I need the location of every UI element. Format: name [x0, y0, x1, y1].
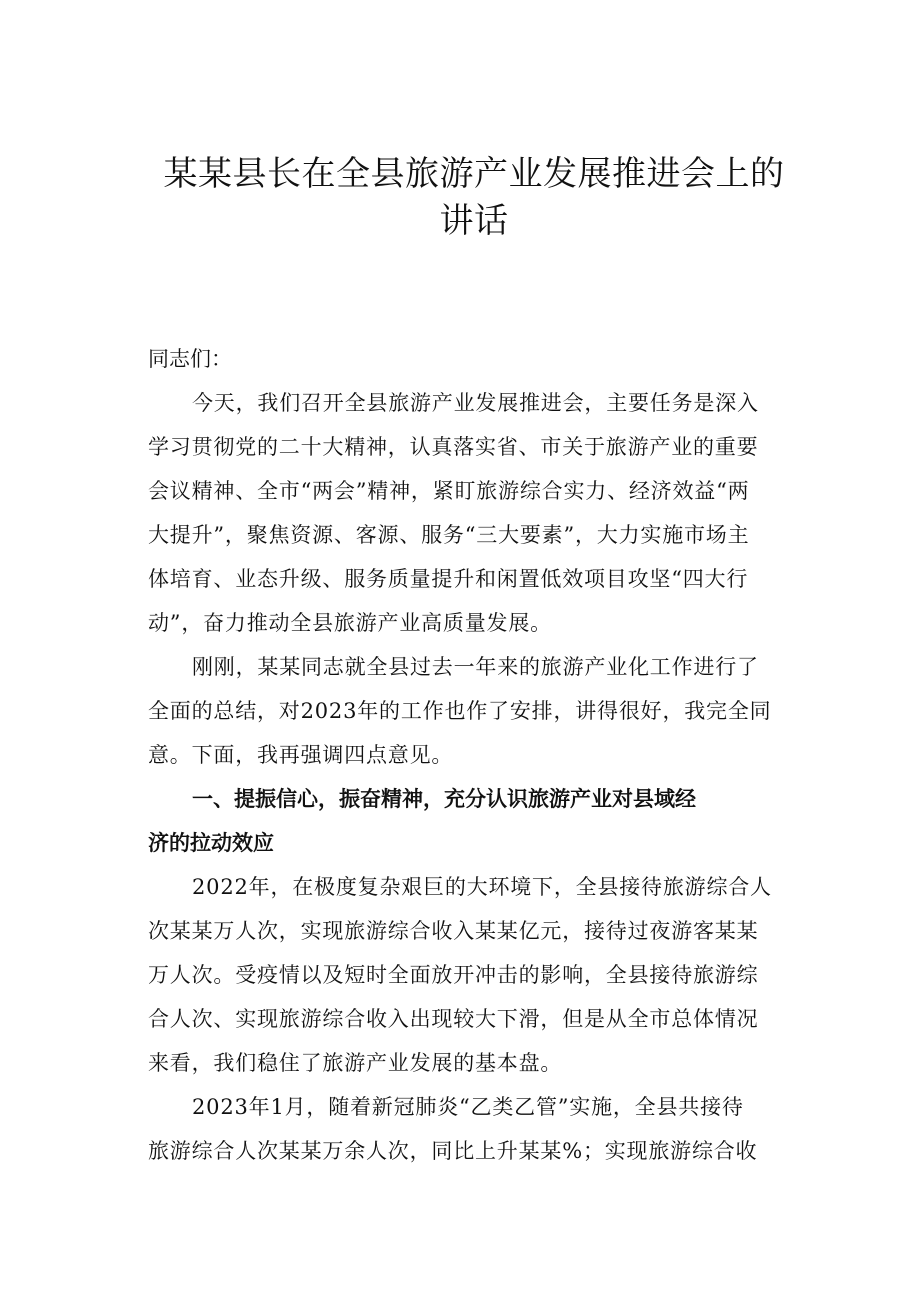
- text-line: 体培育、业态升级、服务质量提升和闲置低效项目攻坚“四大行: [148, 567, 749, 591]
- text-line: 刚刚，某某同志就全县过去一年来的旅游产业化工作进行了: [192, 655, 759, 679]
- text-line: 旅游综合人次某某万余人次，同比上升某某%；实现旅游综合收: [148, 1139, 758, 1163]
- text-line: 意。下面，我再强调四点意见。: [148, 743, 454, 767]
- document-body: [148, 151, 800, 1173]
- text-line: 大提升”，聚焦资源、客源、服务“三大要素”，大力实施市场主: [148, 523, 750, 547]
- text-line: 来看，我们稳住了旅游产业发展的基本盘。: [148, 1051, 563, 1075]
- text-line: 会议精神、全市“两会”精神，紧盯旅游综合实力、经济效益“两: [148, 479, 750, 503]
- section-heading-1: [148, 777, 800, 865]
- paragraph-2023-stats: [148, 1085, 800, 1173]
- text-line: 万人次。受疫情以及短时全面放开冲击的影响，全县接待旅游综: [148, 963, 759, 987]
- paragraph-opening: [148, 381, 800, 645]
- salutation: 同志们：: [148, 347, 232, 371]
- paragraph-2022-stats: [148, 865, 800, 1085]
- text-line: 学习贯彻党的二十大精神，认真落实省、市关于旅游产业的重要: [148, 435, 759, 459]
- text-line: 全面的总结，对2023年的工作也作了安排，讲得很好，我完全同: [148, 699, 772, 723]
- text-line: 合人次、实现旅游综合收入出现较大下滑，但是从全市总体情况: [148, 1007, 759, 1031]
- title-line: 讲话: [439, 201, 509, 241]
- text-line: 今天，我们召开全县旅游产业发展推进会，主要任务是深入: [192, 391, 759, 415]
- text-line: 动”，奋力推动全县旅游产业高质量发展。: [148, 611, 552, 635]
- text-line: 次某某万人次，实现旅游综合收入某某亿元，接待过夜游客某某: [148, 919, 759, 943]
- heading-line: 一、提振信心，振奋精神，充分认识旅游产业对县域经: [192, 787, 696, 811]
- title-spacer: [148, 245, 800, 337]
- document-title: [148, 151, 800, 245]
- text-line: 2023年1月，随着新冠肺炎“乙类乙管”实施，全县共接待: [192, 1095, 744, 1119]
- title-line: 某某县长在全县旅游产业发展推进会上的: [163, 154, 785, 194]
- text-line: 2022年，在极度复杂艰巨的大环境下，全县接待旅游综合人: [192, 875, 772, 899]
- paragraph-summary: [148, 645, 800, 777]
- heading-line: 济的拉动效应: [148, 831, 274, 855]
